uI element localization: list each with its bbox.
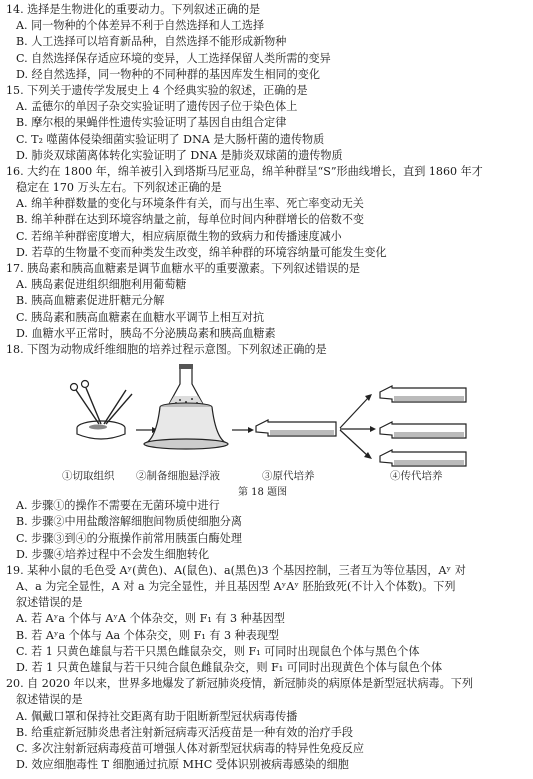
option-d: D. 经自然选择，同一物种的不同种群的基因库发生相同的变化	[16, 67, 320, 81]
option-b: B. 人工选择可以培育新品种，自然选择不能形成新物种	[16, 35, 287, 49]
culture-flask-primary-icon	[256, 420, 336, 436]
option-a: A. 步骤①的操作不需要在无菌环境中进行	[16, 499, 220, 513]
arrow-3a	[340, 398, 368, 428]
option-a: A. 佩戴口罩和保持社交距离有助于阻断新型冠状病毒传播	[16, 709, 298, 723]
figure-caption: 第 18 题图	[238, 487, 288, 499]
question-stem: 18. 下图为动物成纤维细胞的培养过程示意图。下列叙述正确的是	[6, 342, 327, 356]
figure-step4-label: ④传代培养	[390, 470, 443, 483]
option-a: A. 同一物种的个体差异不利于自然选择和人工选择	[16, 19, 265, 33]
flask-icon	[168, 364, 204, 406]
option-b: B. 摩尔根的果蝇伴性遗传实验证明了基因自由组合定律	[16, 116, 287, 130]
option-c: C. 胰岛素和胰高血糖素在血糖水平调节上相互对抗	[16, 310, 265, 324]
option-d: D. 步骤④培养过程中不会发生细胞转化	[16, 547, 210, 561]
question-20	[6, 676, 525, 773]
option-c: C. 步骤③到④的分瓶操作前常用胰蛋白酶处理	[16, 531, 242, 545]
option-a: A. 胰岛素促进组织细胞利用葡萄糖	[16, 278, 187, 292]
culture-diagram	[6, 360, 525, 468]
option-a: A. 若 Aʸa 个体与 AʸA 个体杂交，则 F₁ 有 3 种基因型	[16, 612, 285, 626]
option-d: D. 效应细胞毒性 T 细胞通过抗原 MHC 受体识别被病毒感染的细胞	[16, 758, 349, 772]
culture-flask-sub-1-icon	[380, 386, 466, 402]
figure-step1-label: ①切取组织	[62, 470, 115, 483]
option-c: C. 若绵羊种群密度增大，相应病原微生物的致病力和传播速度减小	[16, 229, 342, 243]
option-c: C. 若 1 只黄色雄鼠与若干只黑色雌鼠杂交，则 F₁ 可同时出现鼠色个体与黑色个体	[16, 644, 420, 658]
culture-flask-sub-2-icon	[380, 422, 466, 438]
question-stem: 16. 大约在 1800 年，绵羊被引入到塔斯马尼亚岛，绵羊种群呈“S”形曲线增长，直到 1860 年才	[6, 164, 483, 178]
cell-culture-figure	[6, 360, 525, 468]
question-stem: 14. 选择是生物进化的重要动力。下列叙述正确的是	[6, 3, 261, 16]
option-a: A. 绵羊种群数量的变化与环境条件有关，而与出生率、死亡率变动无关	[16, 197, 364, 211]
option-c: C. 自然选择保存适应环境的变异，人工选择保留人类所需的变异	[16, 51, 331, 65]
figure-step3-label: ③原代培养	[262, 470, 315, 483]
option-b: B. 绵羊种群在达到环境容纳量之前，每单位时间内种群增长的倍数不变	[16, 213, 365, 227]
option-b: B. 胰高血糖素促进肝糖元分解	[16, 294, 165, 308]
stirrer-base-icon	[144, 403, 228, 449]
question-18	[6, 342, 525, 563]
option-a: A. 孟德尔的单因子杂交实验证明了遗传因子位于染色体上	[16, 100, 298, 114]
question-stem: 15. 下列关于遗传学发展史上 4 个经典实验的叙述，正确的是	[6, 83, 308, 97]
option-c: C. 多次注射新冠病毒疫苗可增强人体对新型冠状病毒的特异性免疫反应	[16, 741, 364, 755]
question-stem-cont: 叙述错误的是	[16, 693, 83, 707]
question-14	[6, 2, 525, 83]
question-stem-cont: 叙述错误的是	[16, 596, 83, 610]
question-stem: 17. 胰岛素和胰高血糖素是调节血糖水平的重要激素。下列叙述错误的是	[6, 262, 360, 275]
option-d: D. 血糖水平正常时，胰岛不分泌胰岛素和胰高血糖素	[16, 326, 276, 340]
option-d: D. 若 1 只黄色雄鼠与若干只纯合鼠色雌鼠杂交，则 F₁ 可同时出现黄色个体与鼠色个体	[16, 661, 443, 674]
question-stem: 20. 自 2020 年以来，世界多地爆发了新冠肺炎疫情，新冠肺炎的病原体是新型冠状病毒。下列	[6, 677, 473, 691]
question-19	[6, 563, 525, 676]
question-15	[6, 83, 525, 164]
question-stem-cont: A、a 为完全显性，A 对 a 为完全显性，并且基因型 AʸAʸ 胚胎致死(不计入个体数)。下列	[16, 580, 456, 594]
forceps-icon	[104, 390, 132, 424]
question-16	[6, 164, 525, 261]
question-stem-cont: 稳定在 170 万头左右。下列叙述正确的是	[16, 181, 222, 195]
option-c: C. T₂ 噬菌体侵染细菌实验证明了 DNA 是大肠杆菌的遗传物质	[16, 132, 325, 146]
culture-flask-sub-3-icon	[380, 450, 466, 466]
question-17	[6, 261, 525, 342]
option-d: D. 若草的生物量不变而种类发生改变，绵羊种群的环境容纳量可能发生变化	[16, 245, 387, 259]
option-b: B. 给重症新冠肺炎患者注射新冠病毒灭活疫苗是一种有效的治疗手段	[16, 725, 353, 739]
option-d: D. 肺炎双球菌离体转化实验证明了 DNA 是肺炎双球菌的遗传物质	[16, 148, 343, 162]
figure-step2-label: ②制备细胞悬浮液	[136, 470, 220, 483]
option-b: B. 步骤②中用盐酸溶解细胞间物质使细胞分离	[16, 515, 242, 529]
option-b: B. 若 Aʸa 个体与 Aa 个体杂交，则 F₁ 有 3 种表现型	[16, 628, 279, 642]
figure-labels	[6, 468, 525, 498]
arrow-3c	[340, 430, 368, 456]
question-stem: 19. 某种小鼠的毛色受 Aʸ(黄色)、A(鼠色)、a(黑色)3 个基因控制，三者互为等位基因，Aʸ 对	[6, 563, 466, 577]
scissors-icon	[71, 381, 102, 425]
